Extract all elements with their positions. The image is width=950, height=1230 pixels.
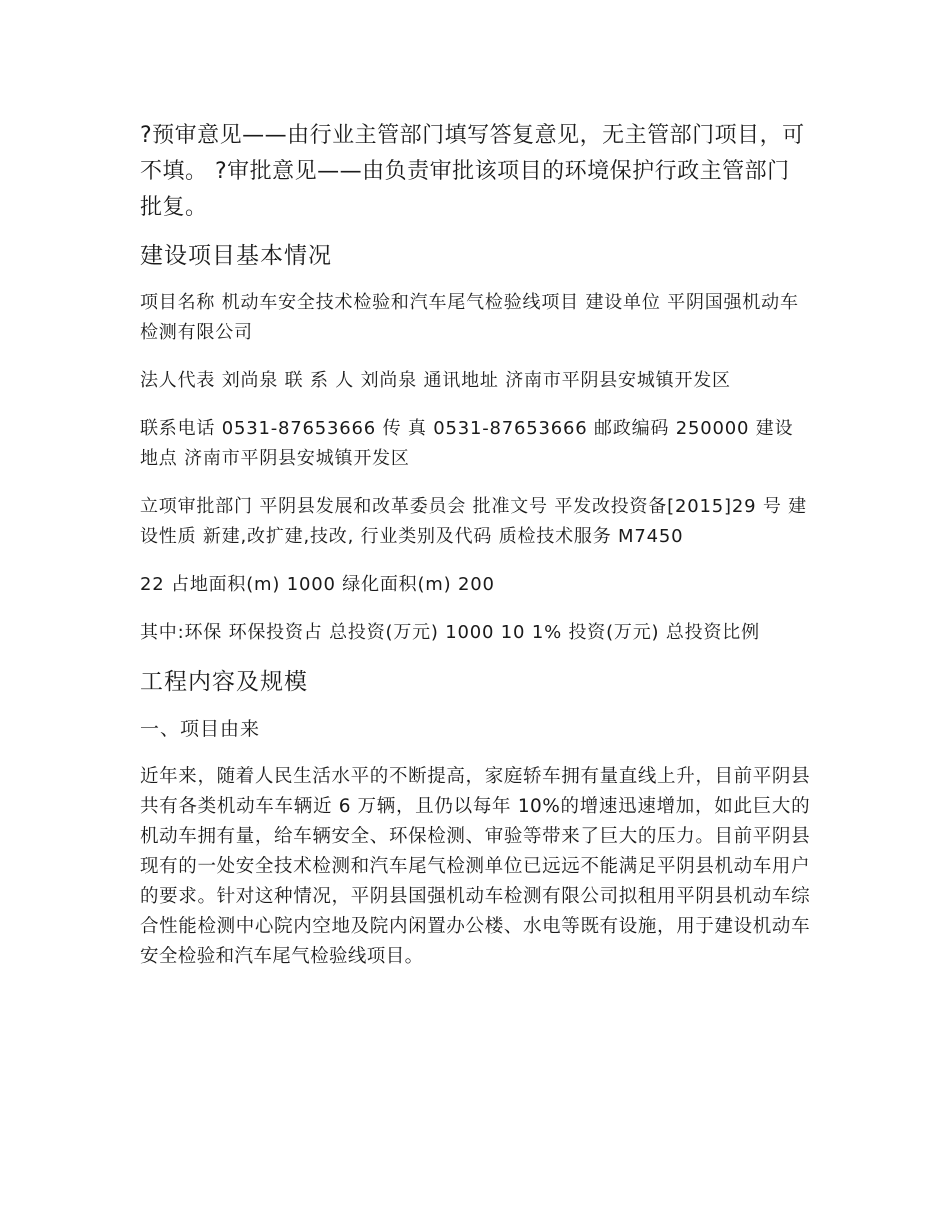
document-page bbox=[140, 118, 810, 972]
subsection-title-origin: 一、项目由来 bbox=[140, 718, 261, 740]
info-line-contact: 联系电话 0531-87653666 传 真 0531-87653666 邮政编码 250000 建设地点 济南市平阴县安城镇开发区 bbox=[140, 418, 794, 469]
info-line-area: 22 占地面积(m) 1000 绿化面积(m) 200 bbox=[140, 574, 495, 595]
info-line-investment: 其中:环保 环保投资占 总投资(万元) 1000 10 1% 投资(万元) 总投资比例 bbox=[140, 622, 760, 643]
info-line-legal-rep: 法人代表 刘尚泉 联 系 人 刘尚泉 通讯地址 济南市平阴县安城镇开发区 bbox=[140, 370, 731, 391]
info-line-approval: 立项审批部门 平阴县发展和改革委员会 批准文号 平发改投资备[2015]29 号 建设性质 新建,改扩建,技改, 行业类别及代码 质检技术服务 M7450 bbox=[140, 496, 807, 547]
paragraph-origin: 近年来，随着人民生活水平的不断提高，家庭轿车拥有量直线上升，目前平阴县共有各类机动车车辆近 6 万辆，且仍以每年 10%的增速迅速增加，如此巨大的机动车拥有量，给车辆安全、环保检测、审验等带来了巨大的压力。目前平阴县现有的一处安全技术检测和汽车尾气检测单位已远远不能满足平阴县机动车用户的要求。针对这种情况，平阴县国强机动车检测有限公司拟租用平阴县机动车综合性能检测中心院内空地及院内闲置办公楼、水电等既有设施，用于建设机动车安全检验和汽车尾气检验线项目。 bbox=[140, 766, 810, 967]
info-line-project-name: 项目名称 机动车安全技术检验和汽车尾气检验线项目 建设单位 平阴国强机动车检测有限公司 bbox=[140, 292, 799, 343]
intro-note: ?预审意见——由行业主管部门填写答复意见，无主管部门项目，可不填。 ?审批意见——由负责审批该项目的环境保护行政主管部门批复。 bbox=[140, 123, 805, 220]
section-title-basic-info: 建设项目基本情况 bbox=[140, 243, 332, 269]
section-title-scope: 工程内容及规模 bbox=[140, 669, 308, 695]
